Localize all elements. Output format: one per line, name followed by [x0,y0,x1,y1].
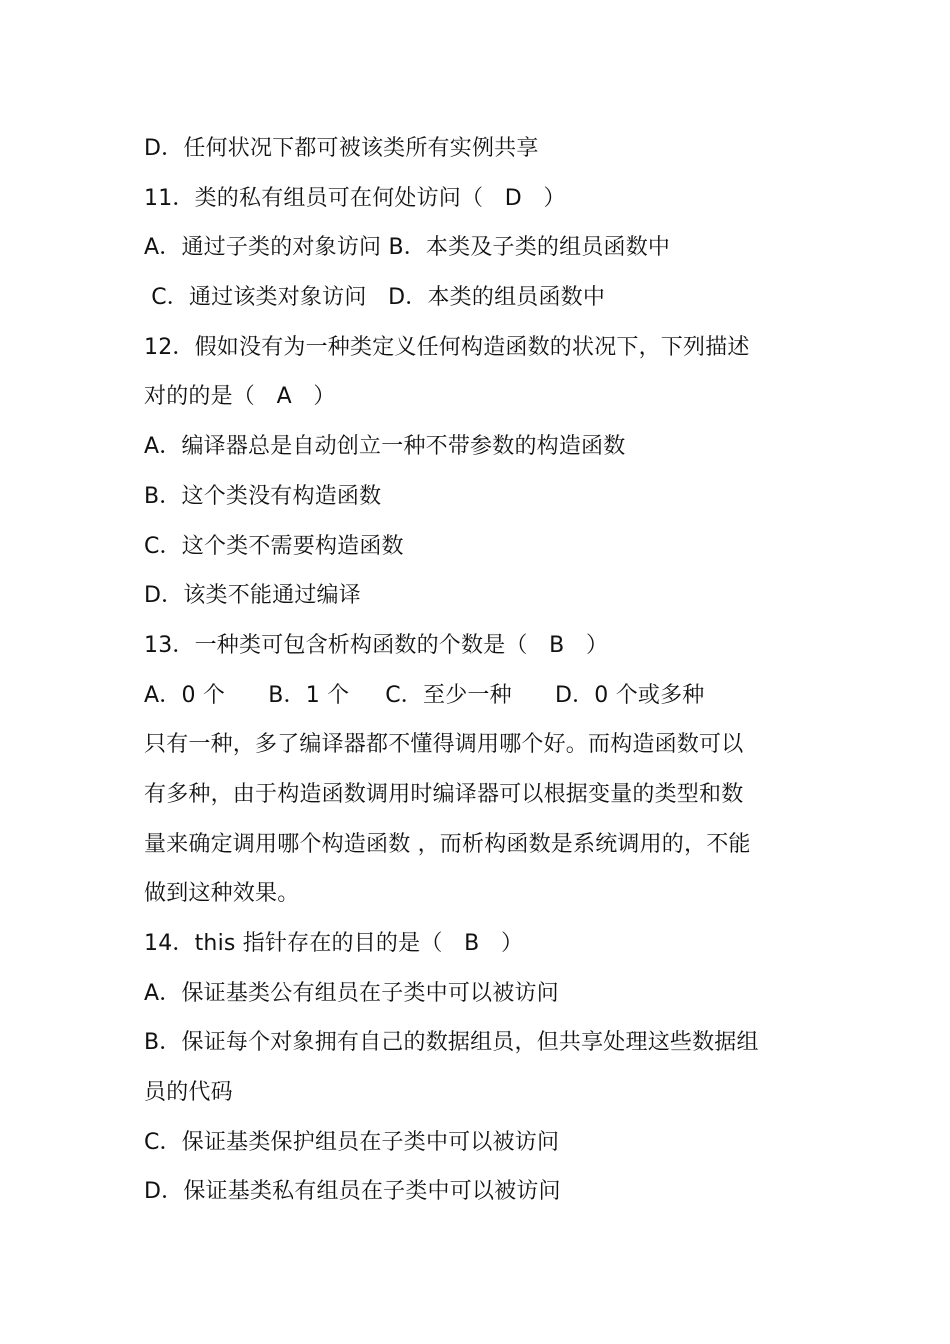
question-12-option-d: D．该类不能通过编译 [144,583,361,609]
question-14-option-b: B．保证每个对象拥有自己的数据组员，但共享处理这些数据组 [144,1030,759,1056]
explanation-line-3: 量来确定调用哪个构造函数 ，而析构函数是系统调用的，不能 [144,831,751,857]
question-14-option-b-continued: 员的代码 [144,1080,233,1106]
explanation-line-2: 有多种，由于构造函数调用时编译器可以根据变量的类型和数 [144,781,744,807]
question-11: 11．类的私有组员可在何处访问（ D ） [144,185,566,211]
question-12-option-a: A．编译器总是自动创立一种不带参数的构造函数 [144,434,626,460]
text-line-option-d-shared: D．任何状况下都可被该类所有实例共享 [144,136,539,161]
question-14-option-d: D．保证基类私有组员在子类中可以被访问 [144,1179,561,1205]
question-13: 13．一种类可包含析构函数的个数是（ B ） [144,632,609,658]
question-12-continued: 对的的是（ A ） [144,384,336,410]
question-12-option-c: C．这个类不需要构造函数 [144,533,404,559]
question-11-options-cd: C．通过该类对象访问 D．本类的组员函数中 [144,285,606,311]
question-11-options-ab: A．通过子类的对象访问 B．本类及子类的组员函数中 [144,235,671,261]
question-14: 14．this 指针存在的目的是（ B ） [144,931,524,956]
document-body [144,124,824,1217]
question-12: 12．假如没有为一种类定义任何构造函数的状况下，下列描述 [144,334,750,360]
question-12-option-b: B．这个类没有构造函数 [144,483,382,509]
explanation-line-1: 只有一种，多了编译器都不懂得调用哪个好。而构造函数可以 [144,732,744,758]
explanation-line-4: 做到这种效果。 [144,881,300,907]
question-14-option-c: C．保证基类保护组员在子类中可以被访问 [144,1129,560,1155]
question-14-option-a: A．保证基类公有组员在子类中可以被访问 [144,980,559,1006]
question-13-options: A．0 个 B．1 个 C．至少一种 D．0 个或多种 [144,682,705,708]
